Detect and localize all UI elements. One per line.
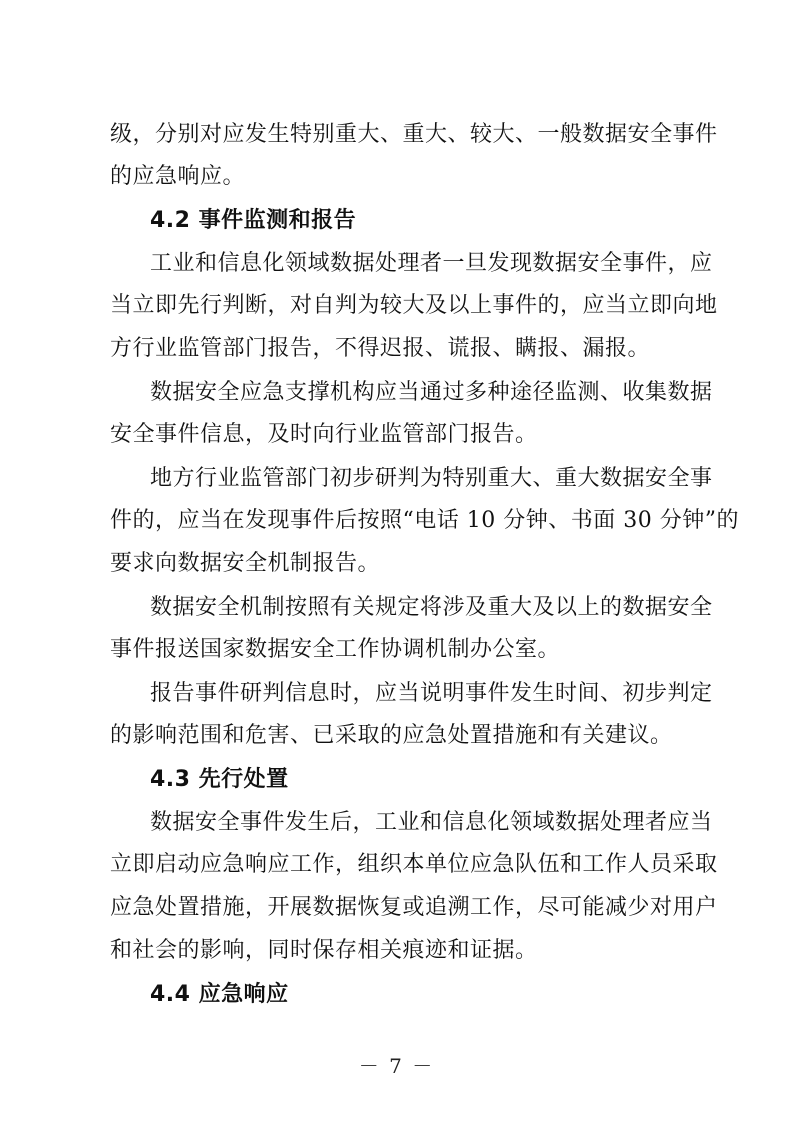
paragraph-line: 事件报送国家数据安全工作协调机制办公室。 — [110, 637, 561, 662]
paragraph-line: 件的，应当在发现事件后按照“电话 10 分钟、书面 30 分钟”的 — [110, 508, 739, 533]
section-heading-4-4: 4.4 应急响应 — [150, 982, 289, 1007]
paragraph-line: 应急处置措施，开展数据恢复或追溯工作，尽可能减少对用户 — [110, 895, 718, 920]
page-number: － 7 － — [358, 1054, 435, 1078]
paragraph-line: 的应急响应。 — [110, 164, 246, 189]
paragraph-line: 报告事件研判信息时，应当说明事件发生时间、初步判定 — [150, 681, 713, 706]
paragraph-line: 立即启动应急响应工作，组织本单位应急队伍和工作人员采取 — [110, 852, 718, 877]
paragraph-line: 数据安全应急支撑机构应当通过多种途径监测、收集数据 — [150, 380, 713, 405]
section-heading-4-3: 4.3 先行处置 — [150, 767, 289, 792]
paragraph-line: 地方行业监管部门初步研判为特别重大、重大数据安全事 — [150, 466, 713, 491]
paragraph-line: 当立即先行判断，对自判为较大及以上事件的，应当立即向地 — [110, 293, 718, 318]
paragraph-line: 和社会的影响，同时保存相关痕迹和证据。 — [110, 938, 538, 963]
section-heading-4-2: 4.2 事件监测和报告 — [150, 208, 357, 233]
paragraph-line: 工业和信息化领域数据处理者一旦发现数据安全事件，应 — [150, 251, 713, 276]
paragraph-line: 数据安全事件发生后，工业和信息化领域数据处理者应当 — [150, 810, 713, 835]
paragraph-line: 的影响范围和危害、已采取的应急处置措施和有关建议。 — [110, 723, 673, 748]
paragraph-line: 级，分别对应发生特别重大、重大、较大、一般数据安全事件 — [110, 122, 718, 147]
paragraph-line: 方行业监管部门报告，不得迟报、谎报、瞒报、漏报。 — [110, 336, 651, 361]
paragraph-line: 数据安全机制按照有关规定将涉及重大及以上的数据安全 — [150, 595, 713, 620]
paragraph-line: 要求向数据安全机制报告。 — [110, 551, 381, 576]
paragraph-line: 安全事件信息，及时向行业监管部门报告。 — [110, 422, 538, 447]
